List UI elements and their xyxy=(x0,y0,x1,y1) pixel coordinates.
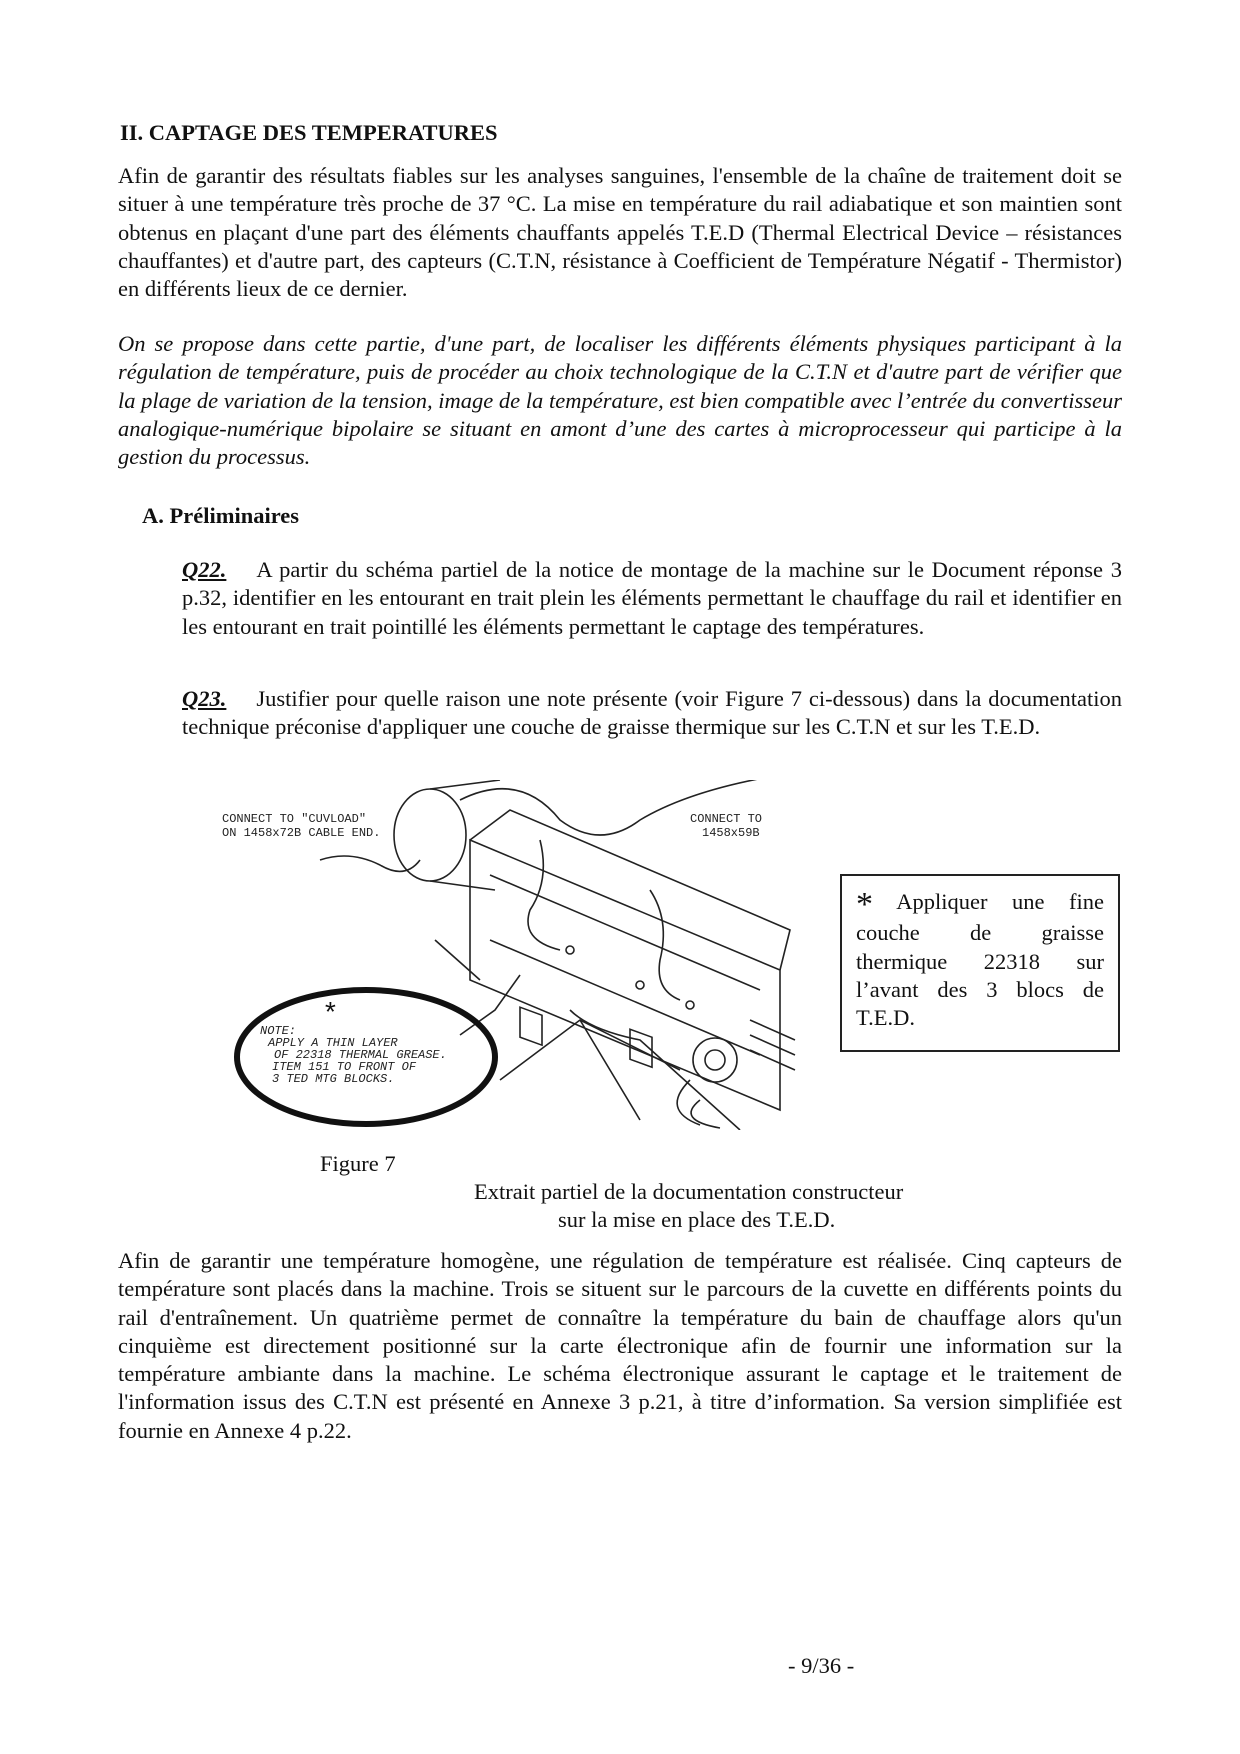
question-text: Justifier pour quelle raison une note présente (voir Figure 7 ci-dessous) dans la documentation technique préconise d'appliquer une couche de graisse thermique sur les C.T.N et sur les T.E.D. xyxy=(182,686,1122,740)
note-line: NOTE: xyxy=(260,1024,297,1038)
note-line: ITEM 151 TO FRONT OF xyxy=(272,1060,417,1074)
question-number: Q23. xyxy=(182,686,227,711)
figure-note-ellipse xyxy=(232,982,502,1132)
note-line: OF 22318 THERMAL GREASE. xyxy=(274,1048,447,1062)
note-line: 3 TED MTG BLOCKS. xyxy=(272,1072,395,1086)
note-box-star: * xyxy=(856,886,873,923)
objective-text: On se propose dans cette partie, d'une part, de localiser les différents éléments physiques participant à la régulation de température, puis de procéder au choix technologique de la C.T.N et d'autre part de vérifier que la plage de variation de la tension, image de la température, est bien compatible avec l’entrée du convertisseur analogique-numérique bipolaire se situant en amont d’une des cartes à microprocesseur qui participe à la gestion du processus. xyxy=(118,331,1122,470)
connect-left-label: CONNECT TO "CUVLOAD" xyxy=(222,812,367,826)
connect-right-label: CONNECT TO xyxy=(690,812,763,826)
connect-left-label-2: ON 1458x72B CABLE END. xyxy=(222,826,381,840)
motor-cylinder xyxy=(394,789,466,881)
figure-caption-number: Figure 7 xyxy=(320,1151,396,1176)
note-box-text: Appliquer une fine couche de graisse thermique 22318 sur l’avant des 3 blocs de T.E.D. xyxy=(856,889,1104,1031)
figure-caption-line2: sur la mise en place des T.E.D. xyxy=(558,1207,836,1232)
objective-paragraph xyxy=(118,330,1122,471)
question-number: Q22. xyxy=(182,557,227,582)
intro-text: Afin de garantir des résultats fiables sur les analyses sanguines, l'ensemble de la chaîne de traitement doit se situer à une température très proche de 37 °C. La mise en température du rail adiabatique et son maintien sont obtenus en plaçant d'une part des éléments chauffants appelés T.E.D (Thermal Electrical Device – résistances chauffantes) et d'autre part, des capteurs (C.T.N, résistance à Coefficient de Température Négatif - Thermistor) en différents lieux de ce dernier. xyxy=(118,163,1122,302)
connect-right-label-2: 1458x59B xyxy=(702,826,760,840)
question-q22 xyxy=(182,556,1122,641)
figure-caption-line1: Extrait partiel de la documentation constructeur xyxy=(474,1179,904,1204)
rail-body xyxy=(470,840,780,1110)
page-number: - 9/36 - xyxy=(788,1653,855,1678)
note-line: APPLY A THIN LAYER xyxy=(268,1036,398,1050)
note-box xyxy=(840,874,1120,1052)
question-text: A partir du schéma partiel de la notice de montage de la machine sur le Document réponse 3 p.32, identifier en les entourant en trait plein les éléments permettant le chauffage du rail et identifier en les entourant en trait pointillé les éléments permettant le captage des températures. xyxy=(182,557,1122,639)
intro-paragraph xyxy=(118,162,1122,303)
subsection-title: A. Préliminaires xyxy=(142,503,300,528)
note-star: * xyxy=(322,1000,339,1031)
question-q23 xyxy=(182,685,1122,742)
regulation-paragraph xyxy=(118,1247,1122,1445)
regulation-text: Afin de garantir une température homogène, une régulation de température est réalisée. Cinq capteurs de température sont placés dans la machine. Trois se situent sur le parcours de la cuvette en différents points du rail d'entraînement. Un quatrième permet de connaître la température du bain de chauffage alors qu'un cinquième est directement positionné sur la carte électronique afin de fournir une information sur la température ambiante dans la machine. Le schéma électronique assurant le captage et le traitement de l'information issus des C.T.N est présenté en Annexe 3 p.21, à titre d’information. Sa version simplifiée est fournie en Annexe 4 p.22. xyxy=(118,1248,1122,1443)
section-title: II. CAPTAGE DES TEMPERATURES xyxy=(120,120,498,145)
